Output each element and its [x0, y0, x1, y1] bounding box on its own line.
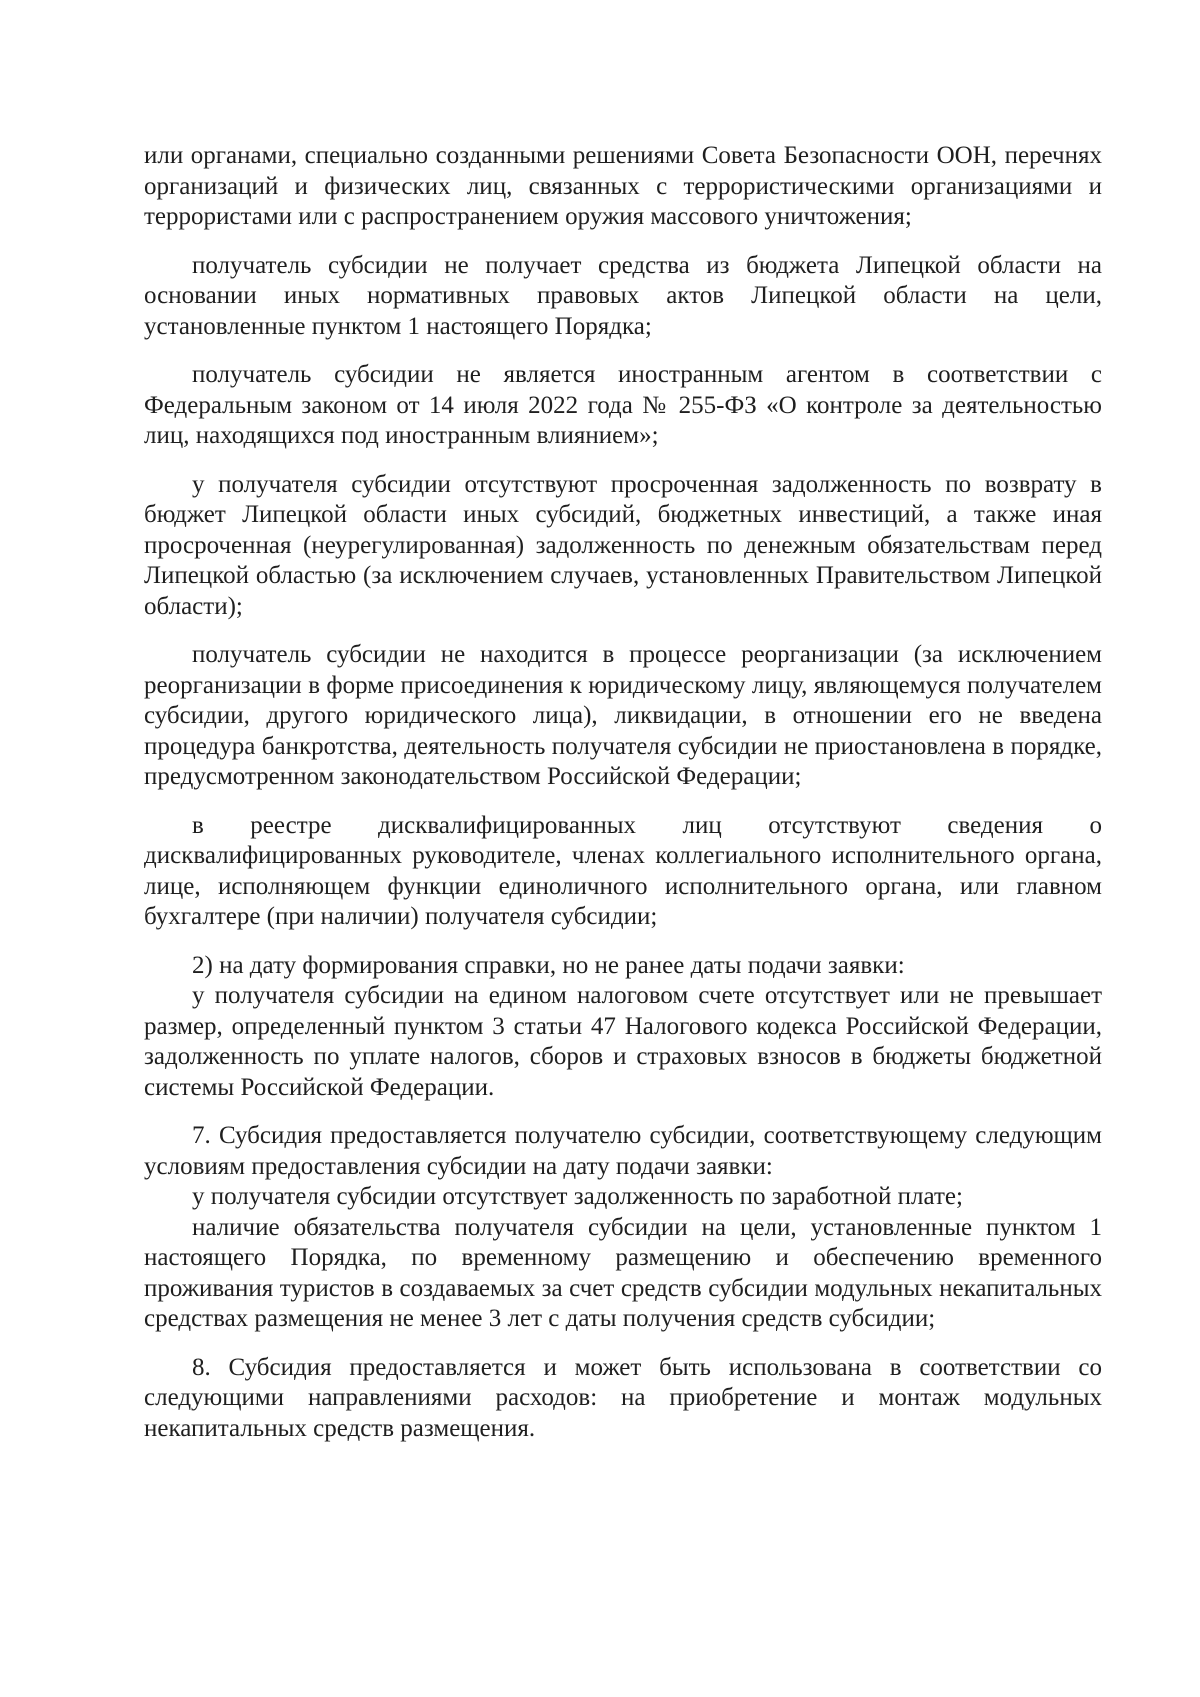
paragraph-accommodation-obligation: наличие обязательства получателя субсидии на цели, установленные пунктом 1 настоящего Порядка, по временному размещению и обеспечению временного проживания туристов в создаваемых за счет средств субсидии модульных некапитальных средствах размещения не менее 3 лет с даты получения средств субсидии; [144, 1213, 1102, 1332]
paragraph-tax-account-debt: у получателя субсидии на едином налоговом счете отсутствует или не превышает размер, определенный пунктом 3 статьи 47 Налогового кодекса Российской Федерации, задолженность по уплате налогов, сборов и страховых взносов в бюджеты бюджетной системы Российской Федерации. [144, 982, 1102, 1101]
paragraph-disqualified-persons-registry: в реестре дисквалифицированных лиц отсутствуют сведения о дисквалифицированных руководителе, членах коллегиального исполнительного органа, лице, исполняющем функции единоличного исполнительного органа, или главном бухгалтере (при наличии) получателя субсидии; [144, 811, 1102, 930]
paragraph-item-7-conditions: 7. Субсидия предоставляется получателю субсидии, соответствующему следующим условиям предоставления субсидии на дату подачи заявки: [144, 1122, 1102, 1180]
paragraph-sanctions-lists: или органами, специально созданными решениями Совета Безопасности ООН, перечнях организаций и физических лиц, связанных с террористическими организациями и террористами или с распространением оружия массового уничтожения; [144, 142, 1102, 230]
paragraph-no-salary-debt: у получателя субсидии отсутствует задолженность по заработной плате; [192, 1183, 963, 1210]
document-body [144, 141, 1102, 1444]
paragraph-item-8-expense-directions: 8. Субсидия предоставляется и может быть использована в соответствии со следующими направлениями расходов: на приобретение и монтаж модульных некапитальных средств размещения. [144, 1353, 1102, 1442]
paragraph-no-overdue-debt: у получателя субсидии отсутствуют просроченная задолженность по возврату в бюджет Липецкой области иных субсидий, бюджетных инвестиций, а также иная просроченная (неурегулированная) задолженность по денежным обязательствам перед Липецкой областью (за исключением случаев, установленных Правительством Липецкой области); [144, 470, 1102, 620]
paragraph-no-other-budget-funds: получатель субсидии не получает средства из бюджета Липецкой области на основании иных нормативных правовых актов Липецкой области на цели, установленные пунктом 1 настоящего Порядка; [144, 251, 1102, 340]
paragraph-item-2-reference-date: 2) на дату формирования справки, но не ранее даты подачи заявки: [192, 951, 905, 979]
paragraph-not-foreign-agent: получатель субсидии не является иностранным агентом в соответствии с Федеральным законом от 14 июля 2022 года № 255-ФЗ «О контроле за деятельностью лиц, находящихся под иностранным влиянием»; [144, 361, 1102, 449]
paragraph-no-reorganization: получатель субсидии не находится в процессе реорганизации (за исключением реорганизации в форме присоединения к юридическому лицу, являющемуся получателем субсидии, другого юридического лица), ликвидации, в отношении его не введена процедура банкротства, деятельность получателя субсидии не приостановлена в порядке, предусмотренном законодательством Российской Федерации; [144, 641, 1102, 790]
